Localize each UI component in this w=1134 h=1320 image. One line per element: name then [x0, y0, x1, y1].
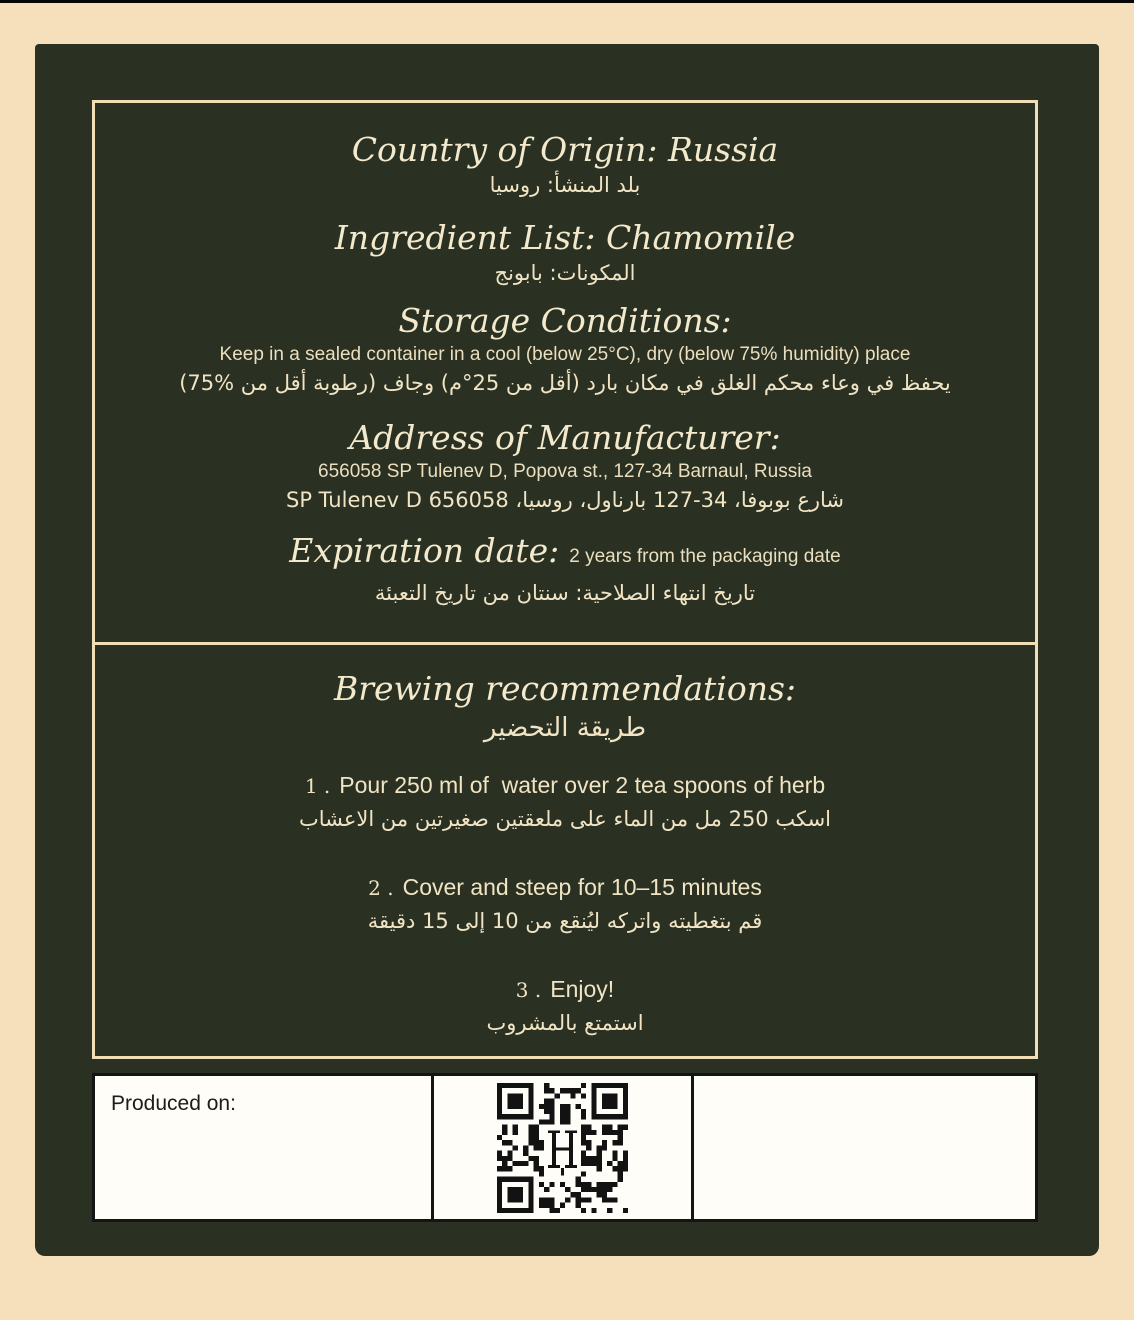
manufacturer-address-text-ar: شارع بوبوفا، 34-127 بارناول، روسيا، 656058 SP Tulenev D [286, 488, 844, 512]
brewing-step-3-ar: استمتع بالمشروب [486, 1011, 644, 1035]
brewing-step-1-text: Pour 250 ml of water over 2 tea spoons of herb [339, 772, 826, 798]
ingredient-list-arabic: المكونات: بابونج [494, 261, 636, 285]
product-info-panel [92, 100, 1038, 645]
brewing-step-1 [95, 769, 1035, 836]
screen-top-edge [0, 0, 1134, 3]
qr-monogram [548, 1130, 577, 1175]
qr-box [431, 1073, 694, 1222]
brewing-step-2-number: 2 . [368, 876, 394, 900]
brewing-step-2 [95, 871, 1035, 938]
brewing-heading-arabic: طريقة التحضير [483, 713, 647, 743]
brewing-step-1-number: 1 . [304, 774, 331, 798]
brewing-step-2-ar: قم بتغطيته واتركه ليُنقع من 10 إلى 15 دقيقة [367, 909, 763, 933]
brewing-recommendations-panel [92, 642, 1038, 1059]
produced-on-label: Produced on: [111, 1092, 236, 1115]
tea-package-label [35, 44, 1099, 1256]
expiration-date-heading: Expiration date: [289, 531, 560, 570]
empty-box [691, 1073, 1038, 1222]
brewing-step-1-en [95, 769, 1035, 802]
country-of-origin-arabic: بلد المنشأ: روسيا [489, 173, 641, 197]
country-of-origin-section [95, 130, 1035, 200]
qr-code [497, 1083, 628, 1213]
brewing-step-2-en [95, 871, 1035, 904]
expiration-date-text-en: 2 years from the packaging date [569, 546, 841, 567]
brewing-step-2-text: Cover and steep for 10–15 minutes [402, 874, 762, 900]
manufacturer-address-section [95, 418, 1035, 515]
storage-conditions-text-en: Keep in a sealed container in a cool (below 25°C), dry (below 75% humidity) place [219, 344, 911, 365]
storage-conditions-section [95, 301, 1035, 398]
expiration-date-line [95, 531, 1035, 578]
produced-on-box [92, 1073, 434, 1222]
brewing-step-3-en [95, 973, 1035, 1006]
manufacturer-address-heading: Address of Manufacturer: [349, 418, 781, 457]
brewing-heading: Brewing recommendations: [333, 669, 797, 708]
expiration-date-section [95, 531, 1035, 608]
manufacturer-address-text-en: 656058 SP Tulenev D, Popova st., 127-34 Barnaul, Russia [318, 461, 812, 482]
ingredient-list-heading: Ingredient List: Chamomile [334, 218, 796, 257]
brewing-step-3-text: Enjoy! [550, 976, 615, 1002]
country-of-origin-heading: Country of Origin: Russia [351, 130, 779, 169]
brewing-step-3-number: 3 . [515, 978, 542, 1002]
storage-conditions-heading: Storage Conditions: [398, 301, 732, 340]
brewing-step-3 [95, 973, 1035, 1040]
brewing-step-1-ar: اسكب 250 مل من الماء على ملعقتين صغيرتين من الاعشاب [299, 807, 831, 831]
expiration-date-text-ar: تاريخ انتهاء الصلاحية: سنتان من تاريخ التعبئة [374, 581, 756, 605]
ingredient-list-section [95, 218, 1035, 288]
storage-conditions-text-ar: يحفظ في وعاء محكم الغلق في مكان بارد (أقل من 25°م) وجاف (رطوبة أقل من %75) [179, 371, 951, 395]
bottom-strip [92, 1073, 1038, 1222]
